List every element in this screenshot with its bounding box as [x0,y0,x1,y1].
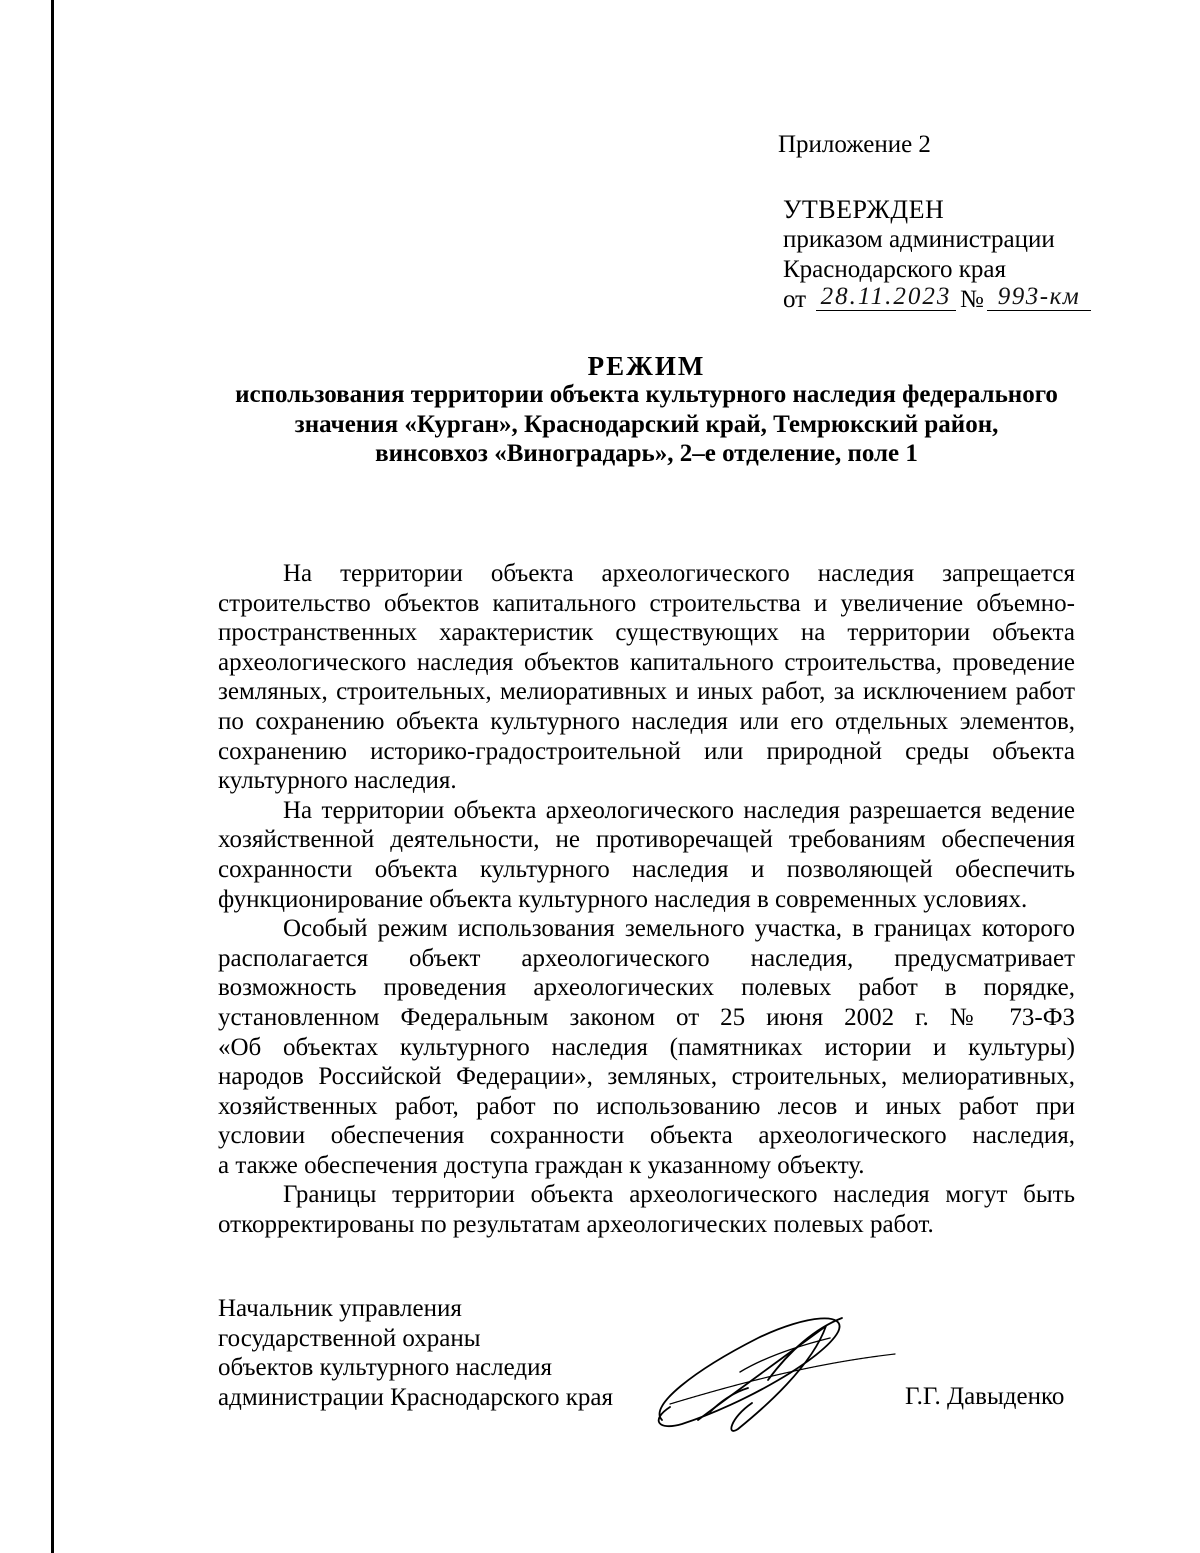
paragraph-1-line-8: культурного наследия. [218,767,457,795]
signatory-name: Г.Г. Давыденко [905,1383,1065,1410]
paragraph-1-line-5: земляных, строительных, мелиоративных и иных работ, за исключением работ [218,678,1075,706]
date-prefix: от [783,286,807,313]
paragraph-3-line-5: «Об объектах культурного наследия (памятниках истории и культуры) [218,1033,1075,1061]
appendix-label: Приложение 2 [778,131,931,158]
document-title: РЕЖИМ [587,351,706,381]
approval-line-1: приказом администрации [783,226,1055,253]
paragraph-1-line-7: сохранению историко-градостроительной или природной среды объекта [218,737,1075,765]
paragraph-4-line-2: откорректированы по результатам археологических полевых работ. [218,1211,934,1239]
subtitle-line-1: использования территории объекта культурного наследия федерального [235,381,1058,408]
signatory-line-2: государственной охраны [218,1324,481,1352]
approval-line-2: Краснодарского края [783,256,1006,283]
paragraph-2-line-2: хозяйственной деятельности, не противоречащей требованиям обеспечения [218,826,1075,854]
paragraph-3-line-6: народов Российской Федерации», земляных, строительных, мелиоративных, [218,1063,1075,1091]
paragraph-2-line-3: сохранности объекта культурного наследия и позволяющей обеспечить [218,855,1075,883]
paragraph-3-line-4: установленном Федеральным законом от 25 июня 2002 г. № 73-ФЗ [218,1003,1075,1031]
document-subtitle [218,380,1075,469]
handwritten-signature [640,1308,900,1438]
approval-title: УТВЕРЖДЕН [783,195,945,224]
paragraph-3-line-7: хозяйственных работ, работ по использованию лесов и иных работ при [218,1092,1075,1120]
paragraph-1-line-3: пространственных характеристик существующих на территории объекта [218,619,1075,647]
signatory-line-1: Начальник управления [218,1295,462,1322]
paragraph-4-line-1: Границы территории объекта археологического наследия могут быть [283,1181,1075,1209]
paragraph-2-line-4: функционирование объекта культурного наследия в современных условиях. [218,885,1028,913]
document-body [218,559,1075,1240]
handwritten-number: 993-км [987,282,1091,311]
approval-block [783,195,1055,285]
signatory-line-3: объектов культурного наследия [218,1354,552,1381]
paragraph-3-line-8: условии обеспечения сохранности объекта археологического наследия, [218,1122,1075,1150]
handwritten-date: 28.11.2023 [816,282,956,311]
paragraph-3-line-3: возможность проведения археологических полевых работ в порядке, [218,974,1075,1002]
paragraph-3-line-2: располагается объект археологического наследия, предусматривает [218,944,1075,972]
paragraph-1-line-4: археологического наследия объектов капитального строительства, проведение [218,648,1075,676]
number-prefix: № [960,286,984,313]
signatory-line-4: администрации Краснодарского края [218,1383,614,1411]
signatory-position [218,1294,613,1412]
paragraph-1-line-2: строительство объектов капитального строительства и увеличение объемно- [218,589,1075,617]
subtitle-line-3: винсовхоз «Виноградарь», 2–е отделение, поле 1 [375,440,918,467]
paragraph-2-line-1: На территории объекта археологического наследия разрешается ведение [283,796,1075,824]
subtitle-line-2: значения «Курган», Краснодарский край, Темрюкский район, [294,410,999,438]
paragraph-3-line-1: Особый режим использования земельного участка, в границах которого [283,915,1075,943]
paragraph-1-line-1: На территории объекта археологического наследия запрещается [283,560,1075,587]
approval-date-line [783,285,1103,315]
paragraph-1-line-6: по сохранению объекта культурного наследия или его отдельных элементов, [218,707,1075,735]
left-margin-rule [51,0,54,1553]
paragraph-3-line-9: а также обеспечения доступа граждан к указанному объекту. [218,1151,865,1179]
